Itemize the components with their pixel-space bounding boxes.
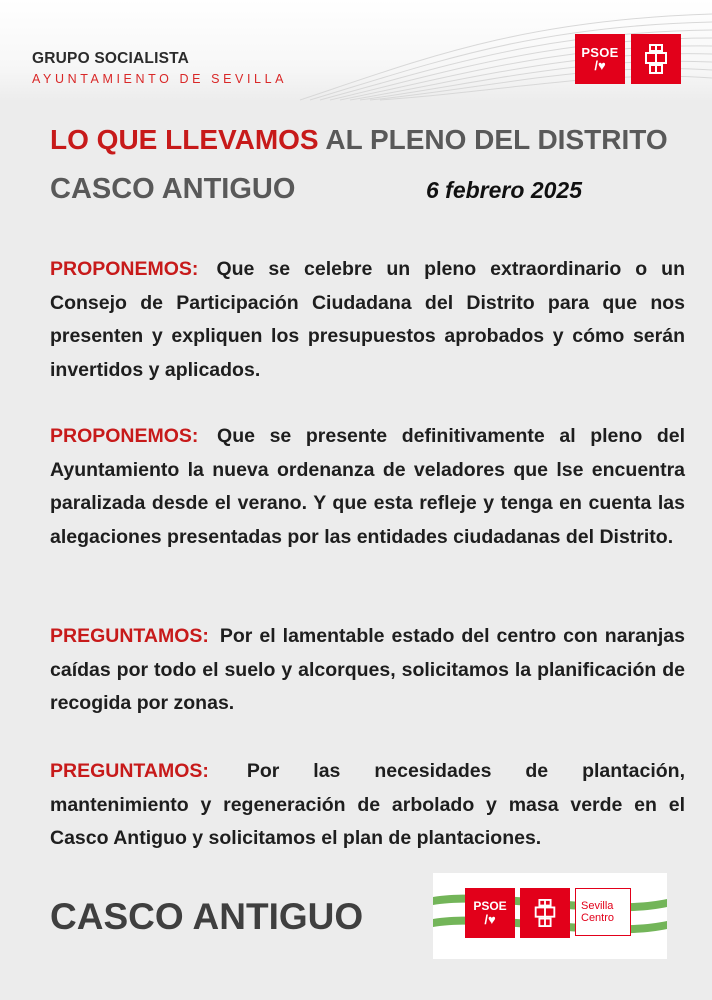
- proposal-item: [50, 253, 685, 387]
- item-text: Que se celebre un pleno extraordinario o un Consejo de Participación Ciudadana del Distrito para que nos presenten y expliquen los presupuestos aprobados y cómo serán invertidos y aplicados.: [50, 258, 685, 381]
- meeting-date: 6 febrero 2025: [426, 177, 582, 203]
- item-keyword: PROPONEMOS:: [50, 425, 199, 447]
- item-keyword: PREGUNTAMOS:: [50, 760, 209, 782]
- question-item: [50, 755, 685, 856]
- logo-boxes: [465, 888, 631, 938]
- centro-label: Centro: [581, 912, 615, 924]
- logo-text: PSOE: [473, 898, 507, 913]
- rose-logo-icon: [631, 34, 681, 84]
- rose-icon: [641, 41, 671, 77]
- logo-text: PSOE: [581, 44, 619, 60]
- rose-logo-icon: [520, 888, 570, 938]
- org-subtitle: AYUNTAMIENTO DE SEVILLA: [32, 72, 288, 86]
- rose-icon: [531, 896, 559, 930]
- district-name: CASCO ANTIGUO: [50, 173, 296, 205]
- item-text: Por el lamentable estado del centro con naranjas caídas por todo el suelo y alcorques, solicitamos la planificación de recogida por zonas.: [50, 625, 685, 714]
- item-text: Por las necesidades de plantación, mantenimiento y regeneración de arbolado y masa verde en el Casco Antiguo y solicitamos el plan de plantaciones.: [50, 760, 685, 849]
- org-title: GRUPO SOCIALISTA: [32, 50, 190, 67]
- sevilla-centro-badge: [575, 888, 631, 936]
- psoe-logo-icon: [575, 34, 625, 84]
- headline: [50, 124, 668, 156]
- footer-title: CASCO ANTIGUO: [50, 896, 364, 937]
- psoe-logo-top: [575, 34, 681, 84]
- question-item: [50, 620, 685, 721]
- headline-highlight: LO QUE LLEVAMOS: [50, 124, 319, 155]
- psoe-logo-icon: [465, 888, 515, 938]
- item-text: Que se presente definitivamente al pleno del Ayuntamiento la nueva ordenanza de veladores que lse encuentra paralizada desde el verano. Y que esta refleje y tenga en cuenta las alegaciones presentadas por las entidades ciudadanas del Distrito.: [50, 425, 686, 548]
- proposal-item: [50, 420, 685, 554]
- item-keyword: PROPONEMOS:: [50, 258, 199, 280]
- header-band: [0, 0, 712, 102]
- sevilla-label: Sevilla: [581, 900, 614, 912]
- headline-rest: AL PLENO DEL DISTRITO: [318, 124, 668, 155]
- psoe-sevilla-centro-logo: [433, 873, 667, 959]
- logo-heart: /♥: [484, 911, 496, 927]
- item-keyword: PREGUNTAMOS:: [50, 625, 209, 647]
- logo-heart: /♥: [594, 57, 606, 73]
